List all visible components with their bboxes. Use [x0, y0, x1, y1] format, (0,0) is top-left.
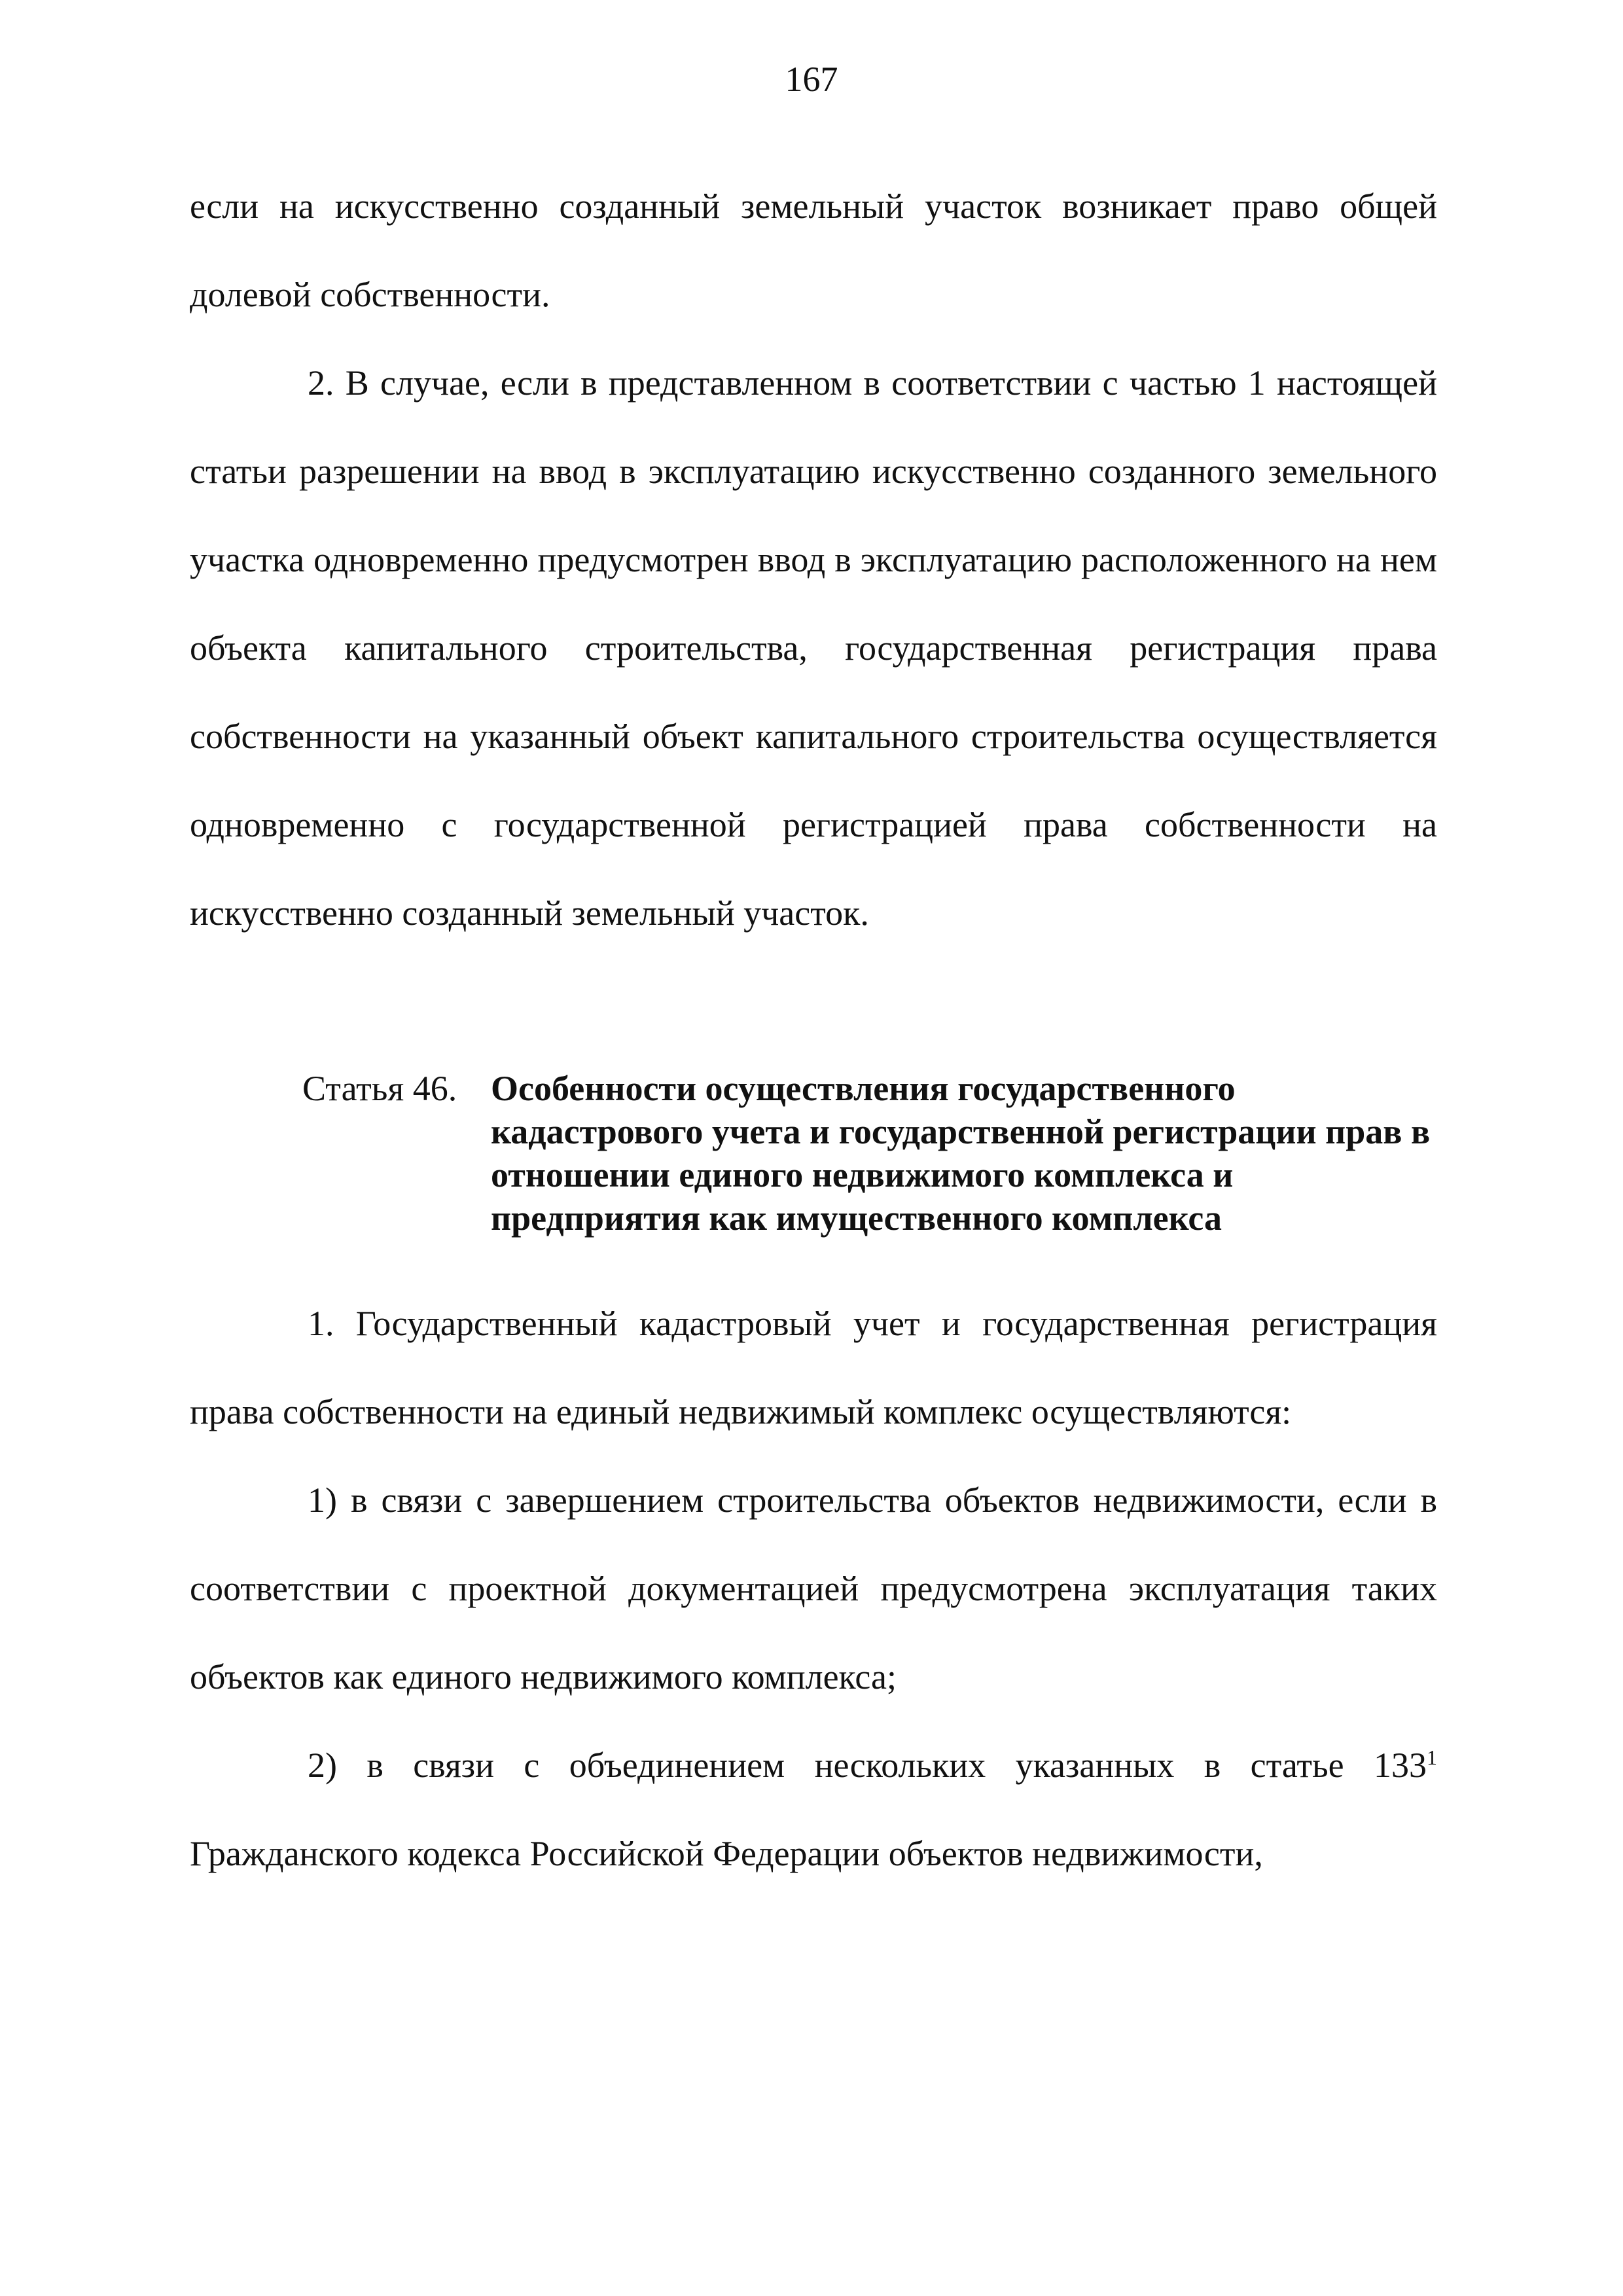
- text-block-bottom: [190, 1280, 1437, 1898]
- article-heading: [302, 1067, 1441, 1240]
- article-superscript: 1: [1427, 1746, 1437, 1769]
- paragraph-continuation: если на искусственно созданный земельный участок возникает право общей долевой собственности.: [190, 187, 1437, 314]
- text-block-top: [190, 162, 1437, 958]
- paragraph-item-1: 1) в связи с завершением строительства объектов недвижимости, если в соответствии с проектной документацией предусмотрена эксплуатация таких объектов как единого недвижимого комплекса;: [190, 1480, 1437, 1696]
- article-label: Статья 46.: [302, 1069, 457, 1108]
- item-2-text: 2) в связи с объединением нескольких указанных в статье 133: [308, 1746, 1427, 1785]
- paragraph-2: 2. В случае, если в представленном в соответствии с частью 1 настоящей статьи разрешении на ввод в эксплуатацию искусственно созданного земельного участка одновременно предусмотрен ввод в эксплуатацию расположенного на нем объекта капитального строительства, государственная регистрация права собственности на указанный объект капитального строительства осуществляется одновременно с государственной регистрацией права собственности на искусственно созданный земельный участок.: [190, 363, 1437, 933]
- page-number: 167: [785, 60, 838, 99]
- paragraph-article-1: 1. Государственный кадастровый учет и государственная регистрация права собственности на единый недвижимый комплекс осуществляются:: [190, 1304, 1437, 1431]
- article-title: Особенности осуществления государственного кадастрового учета и государственной регистрации прав в отношении единого недвижимого комплекса и предприятия как имущественного комплекса: [491, 1069, 1431, 1238]
- paragraph-item-2: [190, 1721, 1437, 1898]
- item-2-text-cont: Гражданского кодекса Российской Федерации объектов недвижимости,: [190, 1834, 1263, 1873]
